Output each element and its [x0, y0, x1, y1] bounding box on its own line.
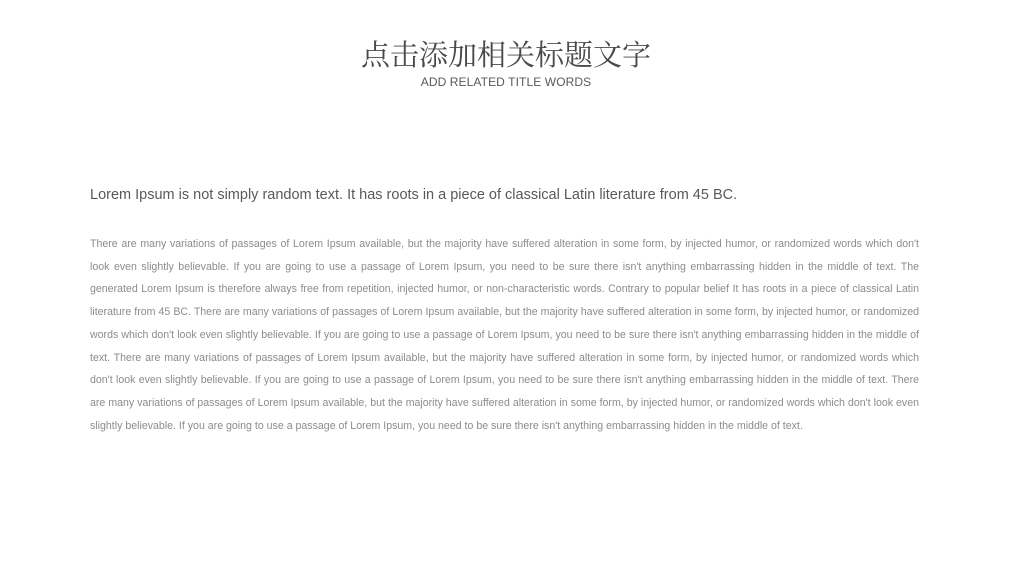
page-title[interactable]: 点击添加相关标题文字	[360, 38, 651, 72]
lead-paragraph[interactable]: Lorem Ipsum is not simply random text. It has roots in a piece of classical Latin literature from 45 BC.	[90, 187, 738, 203]
body-paragraph[interactable]: There are many variations of passages of Lorem Ipsum available, but the majority have suffered alteration in some form, by injected humor, or randomized words which don't look even slightly believable. If you are going to use a passage of Lorem Ipsum, you need to be sure there isn't anything embarrassing hidden in the middle of text. The generated Lorem Ipsum is therefore always free from repetition, injected humor, or non-characteristic words. Contrary to popular belief It has roots in a piece of classical Latin literature from 45 BC. There are many variations of passages of Lorem Ipsum available, but the majority have suffered alteration in some form, by injected humor, or randomized words which don't look even slightly believable. If you are going to use a passage of Lorem Ipsum, you need to be sure there isn't anything embarrassing hidden in the middle of text. There are many variations of passages of Lorem Ipsum available, but the majority have suffered alteration in some form, by injected humor, or randomized words which don't look even slightly believable. If you are going to use a passage of Lorem Ipsum, you need to be sure there isn't anything embarrassing hidden in the middle of text. There are many variations of passages of Lorem Ipsum available, but the majority have suffered alteration in some form, by injected humor, or randomized words which don't look even slightly believable. If you are going to use a passage of Lorem Ipsum, you need to be sure there isn't anything embarrassing hidden in the middle of text.	[90, 238, 919, 432]
page-subtitle[interactable]: ADD RELATED TITLE WORDS	[420, 75, 592, 89]
title-block	[0, 36, 1012, 89]
